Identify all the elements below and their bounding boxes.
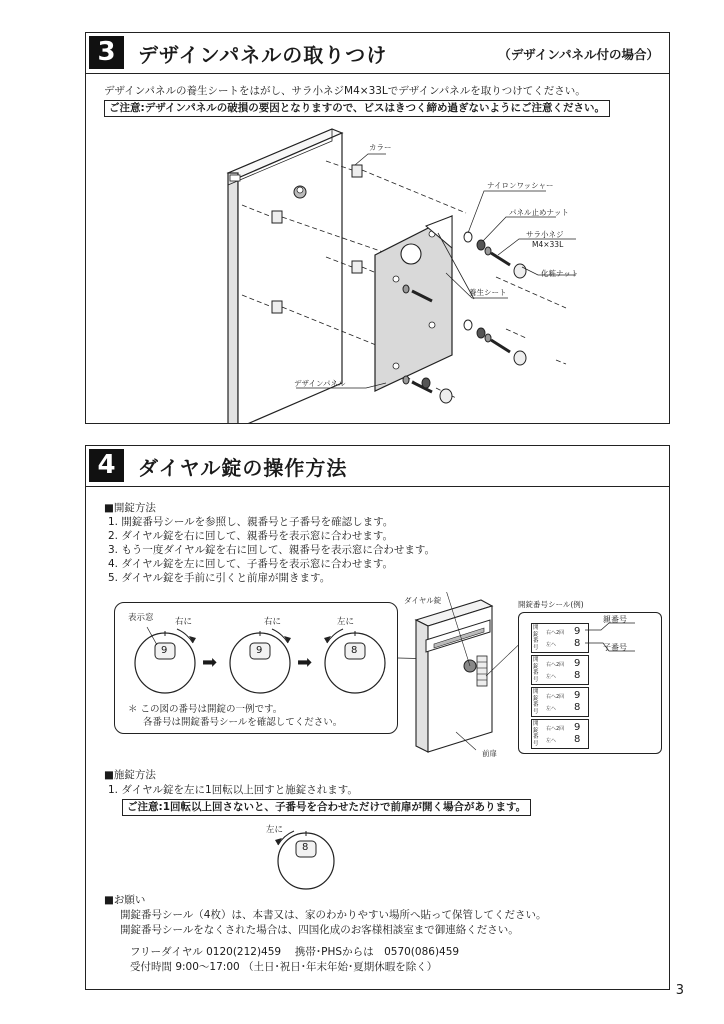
seal-card-row1-value: 9 — [574, 658, 581, 669]
lock-dial-direction: 左に — [266, 825, 284, 835]
seal-card-row2-value: 8 — [574, 702, 581, 713]
open-step-2: 2. ダイヤル錠を右に回して、親番号を表示窓に合わせます。 — [108, 530, 393, 542]
section-3-number: 3 — [89, 36, 124, 69]
request-line-1: 開錠番号シール（4枚）は、本書又は、家のわかりやすい場所へ貼って保管してください。 — [120, 909, 547, 921]
fasteners-lower — [464, 320, 526, 365]
label-screw-size: M4×33L — [532, 240, 564, 249]
open-heading: ■開錠方法 — [104, 502, 156, 514]
seal-card-vertical: 開錠番号 — [533, 721, 539, 747]
dial-2-number: 9 — [256, 645, 263, 656]
section-4-box — [85, 445, 670, 990]
dial-2-direction: 右に — [264, 617, 282, 627]
window-label: 表示窓 — [128, 613, 154, 623]
contact-line-2: 受付時間 9:00〜17:00 （土日･祝日･年末年始･夏期休暇を除く） — [130, 961, 438, 973]
request-line-2: 開錠番号シールをなくされた場合は、四国化成のお客様相談室まで御連絡ください。 — [120, 924, 519, 936]
label-child-number: 子番号 — [603, 643, 627, 652]
label-panel-nut: パネル止めナット — [509, 208, 569, 217]
seal-card-row2-value: 8 — [574, 734, 581, 745]
section-3-box — [85, 32, 670, 424]
section-4-number: 4 — [89, 449, 124, 482]
seal-card-vertical: 開錠番号 — [533, 625, 539, 651]
seal-card-vertical: 開錠番号 — [533, 689, 539, 715]
contact-line-1: フリーダイヤル 0120(212)459 携帯･PHSからは 0570(086)459 — [130, 946, 460, 958]
seal-card-row1-label: 右へ2回 — [546, 726, 565, 732]
seal-card-row2-label: 左へ — [546, 674, 557, 680]
dial-3-direction: 左に — [337, 617, 355, 627]
arrow-right-icon: ➡ — [202, 652, 218, 673]
label-design-panel: デザインパネル — [294, 379, 346, 388]
dial-3 — [324, 629, 385, 693]
seal-card-row2-label: 左へ — [546, 706, 557, 712]
label-seal-example: 開錠番号シール(例) — [518, 600, 584, 609]
dial-1-direction: 右に — [175, 617, 193, 627]
seal-card-row1-value: 9 — [574, 722, 581, 733]
open-step-3: 3. もう一度ダイヤル錠を右に回して、親番号を表示窓に合わせます。 — [108, 544, 435, 556]
open-step-4: 4. ダイヤル錠を左に回して、子番号を表示窓に合わせます。 — [108, 558, 393, 570]
seal-card-row1-value: 9 — [574, 626, 581, 637]
dial-note-1: ＊ この図の番号は開錠の一例です。 — [128, 704, 283, 715]
open-step-5: 5. ダイヤル錠を手前に引くと前扉が開きます。 — [108, 572, 331, 584]
lock-caution: ご注意:1回転以上回さないと、子番号を合わせただけで前扉が開く場合があります。 — [122, 799, 531, 816]
seal-leader-lines — [519, 613, 661, 753]
lock-heading: ■施錠方法 — [104, 769, 156, 781]
seal-card-vertical: 開錠番号 — [533, 657, 539, 683]
label-nylon-washer: ナイロンワッシャー — [487, 181, 554, 190]
label-protective-sheet: 養生シート — [469, 288, 507, 297]
seal-card-row2-value: 8 — [574, 670, 581, 681]
fasteners-upper — [464, 232, 526, 278]
page-number: 3 — [675, 983, 684, 998]
mailbox-front-illustration — [386, 592, 526, 767]
label-dial-lock: ダイヤル錠 — [404, 596, 442, 605]
arrow-right-icon: ➡ — [297, 652, 313, 673]
label-cap-nut: 化粧ナット — [541, 269, 579, 278]
seal-card-row2-label: 左へ — [546, 738, 557, 744]
label-front-door: 前扉 — [482, 749, 497, 758]
dial-1 — [135, 629, 196, 693]
seal-card-row2-label: 左へ — [546, 642, 557, 648]
dial-3-number: 8 — [351, 645, 358, 656]
seal-card-row1-label: 右へ2回 — [546, 662, 565, 668]
seal-card-row2-value: 8 — [574, 638, 581, 649]
label-screw: サラ小ネジ — [526, 230, 564, 239]
section-3-caution: ご注意:デザインパネルの破損の要因となりますので、ビスはきつく締め過ぎないようにご注意ください。 — [104, 100, 610, 117]
dial-note-2: 各番号は開錠番号シールを確認してください。 — [143, 717, 343, 728]
section-3-subtitle: （デザインパネル付の場合） — [498, 47, 659, 62]
request-heading: ■お願い — [104, 894, 146, 906]
lock-dial-number: 8 — [302, 842, 309, 853]
section-4-header — [86, 446, 669, 487]
section-3-title: デザインパネルの取りつけ — [138, 43, 388, 67]
dial-1-number: 9 — [161, 645, 168, 656]
section-4-title: ダイヤル錠の操作方法 — [138, 456, 348, 480]
open-step-1: 1. 開錠番号シールを参照し、親番号と子番号を確認します。 — [108, 516, 394, 528]
label-collar: カラー — [369, 143, 392, 152]
dial-sequence-panel — [114, 602, 398, 734]
dial-2 — [230, 629, 291, 693]
seal-panel — [518, 612, 662, 754]
section-3-instruction: デザインパネルの養生シートをはがし、サラ小ネジM4×33Lでデザインパネルを取りつけてください。 — [104, 85, 586, 97]
seal-card-row1-label: 右へ2回 — [546, 694, 565, 700]
label-parent-number: 親番号 — [603, 615, 627, 624]
lock-step: 1. ダイヤル錠を左に1回転以上回すと施錠されます。 — [108, 784, 358, 796]
panel-assembly-illustration — [86, 33, 669, 423]
seal-card-row1-label: 右へ2回 — [546, 630, 565, 636]
seal-card-row1-value: 9 — [574, 690, 581, 701]
design-panel — [375, 216, 474, 391]
